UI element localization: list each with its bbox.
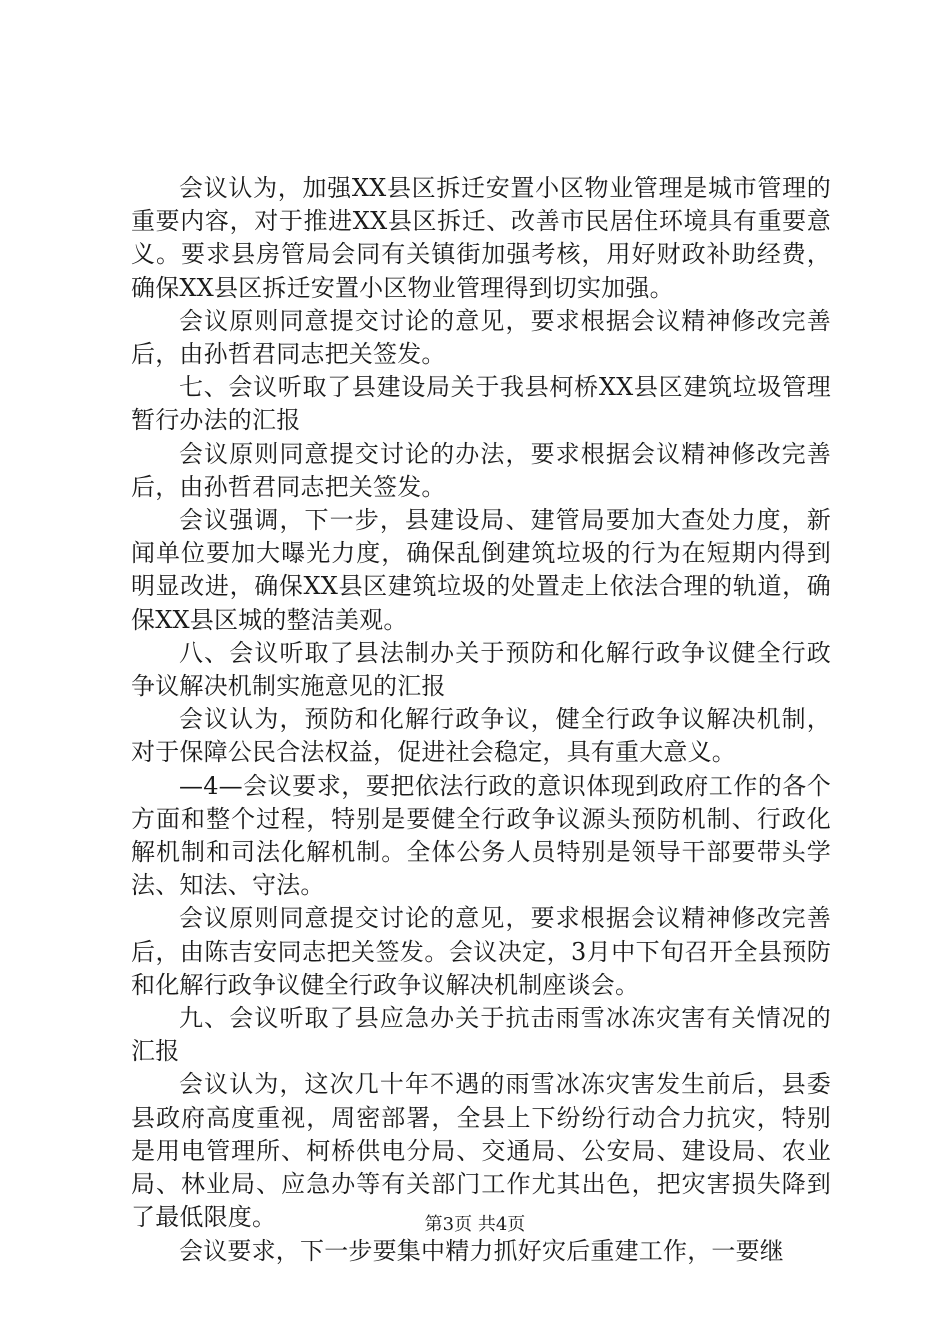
- section-heading-9: 九、会议听取了县应急办关于抗击雨雪冰冻灾害有关情况的汇报: [131, 1004, 831, 1066]
- paragraph-8: 会议认为，这次几十年不遇的雨雪冰冻灾害发生前后，县委县政府高度重视，周密部署，全县上下纷纷行动合力抗灾，特别是用电管理所、柯桥供电分局、交通局、公安局、建设局、农业局、林业局、应急办等有关部门工作尤其出色，把灾害损失降到了最低限度。: [131, 1070, 831, 1232]
- paragraph-2: 会议原则同意提交讨论的意见，要求根据会议精神修改完善后，由孙哲君同志把关签发。: [131, 306, 831, 369]
- paragraph-7: 会议原则同意提交讨论的意见，要求根据会议精神修改完善后，由陈吉安同志把关签发。会议决定，3月中下旬召开全县预防和化解行政争议健全行政争议解决机制座谈会。: [131, 904, 831, 999]
- paragraph-3: 会议原则同意提交讨论的办法，要求根据会议精神修改完善后，由孙哲君同志把关签发。: [131, 439, 831, 501]
- paragraph-1: 会议认为，加强XX县区拆迁安置小区物业管理是城市管理的重要内容，对于推进XX县区拆迁、改善市民居住环境具有重要意义。要求县房管局会同有关镇街加强考核，用好财政补助经费，确保XX县区拆迁安置小区物业管理得到切实加强。: [131, 174, 831, 302]
- paragraph-5: 会议认为，预防和化解行政争议，健全行政争议解决机制，对于保障公民合法权益，促进社会稳定，具有重大意义。: [131, 705, 831, 767]
- paragraph-6: —4—会议要求，要把依法行政的意识体现到政府工作的各个方面和整个过程，特别是要健全行政争议源头预防机制、行政化解机制和司法化解机制。全体公务人员特别是领导干部要带头学法、知法、守法。: [131, 771, 831, 900]
- page-number-footer: 第3页 共4页: [424, 1214, 526, 1235]
- section-heading-7: 七、会议听取了县建设局关于我县柯桥XX县区建筑垃圾管理暂行办法的汇报: [131, 373, 831, 435]
- paragraph-4: 会议强调，下一步，县建设局、建管局要加大查处力度，新闻单位要加大曝光力度，确保乱倒建筑垃圾的行为在短期内得到明显改进，确保XX县区建筑垃圾的处置走上依法合理的轨道，确保XX县区城的整洁美观。: [131, 506, 831, 634]
- paragraph-9: 会议要求，下一步要集中精力抓好灾后重建工作，一要继: [179, 1236, 784, 1265]
- document-body: [131, 172, 831, 1268]
- section-heading-8: 八、会议听取了县法制办关于预防和化解行政争议健全行政争议解决机制实施意见的汇报: [131, 638, 831, 701]
